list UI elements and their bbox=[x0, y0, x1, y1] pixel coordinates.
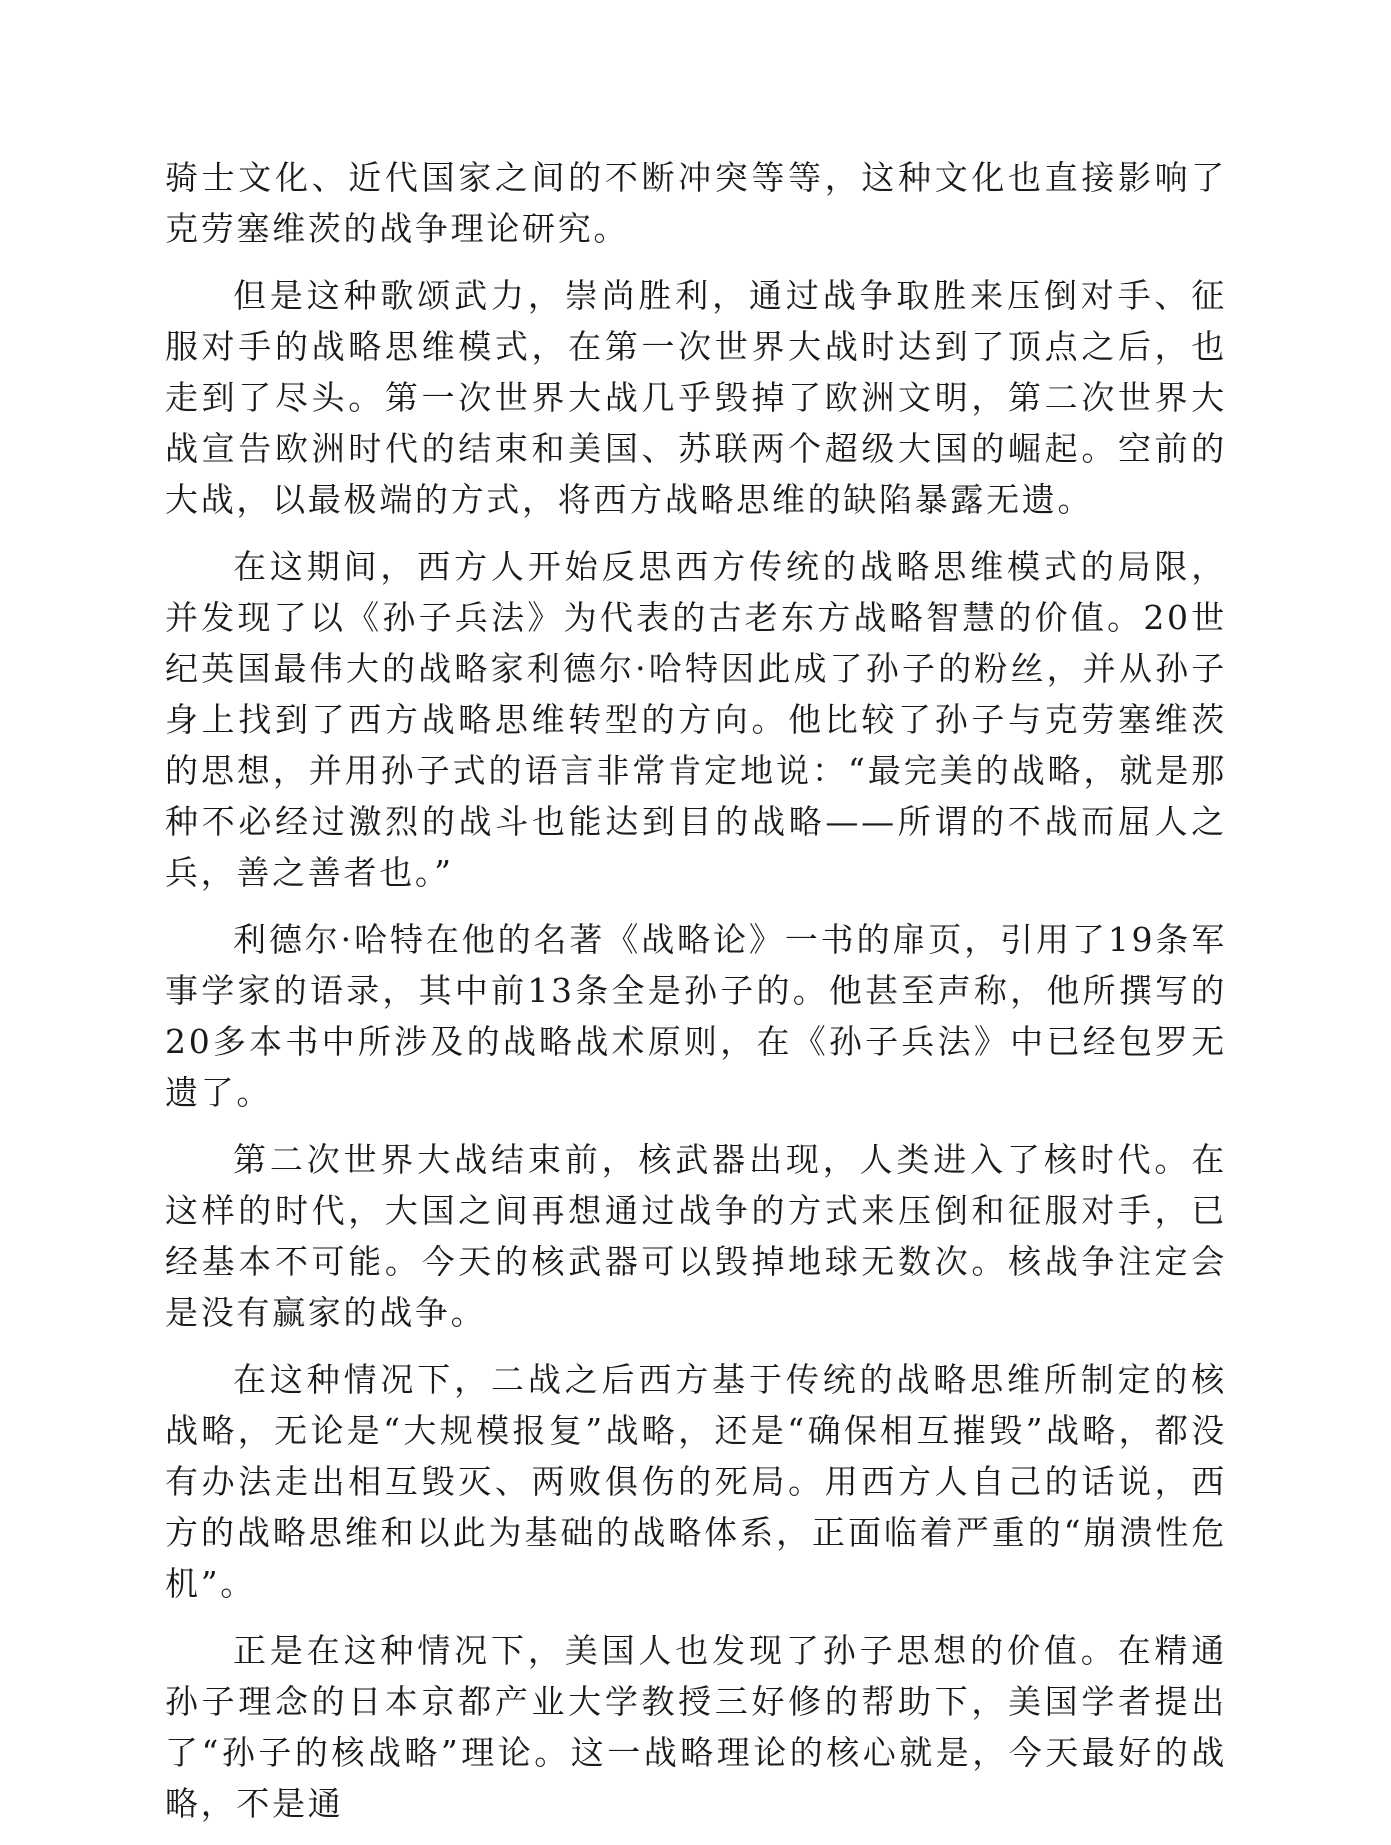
paragraph: 在这期间，西方人开始反思西方传统的战略思维模式的局限，并发现了以《孙子兵法》为代表的古老东方战略智慧的价值。20世纪英国最伟大的战略家利德尔·哈特因此成了孙子的粉丝，并从孙子身上找到了西方战略思维转型的方向。他比较了孙子与克劳塞维茨的思想，并用孙子式的语言非常肯定地说：“最完美的战略，就是那种不必经过激烈的战斗也能达到目的战略——所谓的不战而屈人之兵，善之善者也。” bbox=[165, 547, 1227, 892]
paragraph: 正是在这种情况下，美国人也发现了孙子思想的价值。在精通孙子理念的日本京都产业大学教授三好修的帮助下，美国学者提出了“孙子的核战略”理论。这一战略理论的核心就是，今天最好的战略，不是通 bbox=[165, 1631, 1227, 1823]
paragraph: 利德尔·哈特在他的名著《战略论》一书的扉页，引用了19条军事学家的语录，其中前13条全是孙子的。他甚至声称，他所撰写的20多本书中所涉及的战略战术原则，在《孙子兵法》中已经包罗无遗了。 bbox=[165, 920, 1227, 1112]
body-text bbox=[165, 152, 1227, 1845]
paragraph: 在这种情况下，二战之后西方基于传统的战略思维所制定的核战略，无论是“大规模报复”战略，还是“确保相互摧毁”战略，都没有办法走出相互毁灭、两败俱伤的死局。用西方人自己的话说，西方的战略思维和以此为基础的战略体系，正面临着严重的“崩溃性危机”。 bbox=[165, 1360, 1227, 1603]
paragraph: 第二次世界大战结束前，核武器出现，人类进入了核时代。在这样的时代，大国之间再想通过战争的方式来压倒和征服对手，已经基本不可能。今天的核武器可以毁掉地球无数次。核战争注定会是没有赢家的战争。 bbox=[165, 1140, 1227, 1332]
paragraph: 但是这种歌颂武力，崇尚胜利，通过战争取胜来压倒对手、征服对手的战略思维模式，在第一次世界大战时达到了顶点之后，也走到了尽头。第一次世界大战几乎毁掉了欧洲文明，第二次世界大战宣告欧洲时代的结束和美国、苏联两个超级大国的崛起。空前的大战，以最极端的方式，将西方战略思维的缺陷暴露无遗。 bbox=[165, 276, 1227, 519]
paragraph-continuation: 骑士文化、近代国家之间的不断冲突等等，这种文化也直接影响了克劳塞维茨的战争理论研究。 bbox=[165, 158, 1227, 248]
